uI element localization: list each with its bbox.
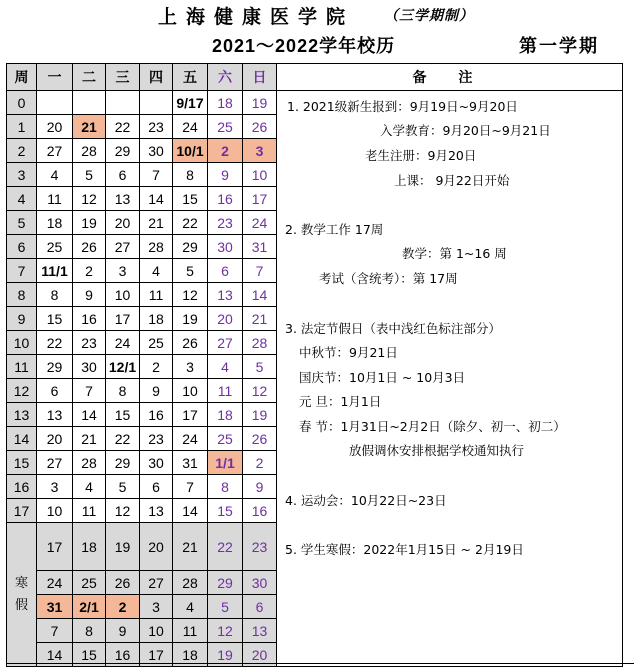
- day-cell: 22: [37, 331, 73, 355]
- winter-break-text: 寒假: [14, 575, 28, 613]
- day-cell: 10/1: [173, 139, 208, 163]
- day-cell: 9: [243, 475, 277, 499]
- col-sat: 六: [208, 64, 243, 91]
- week-number: 13: [7, 403, 37, 427]
- day-cell: 16: [140, 403, 173, 427]
- col-sun: 日: [243, 64, 277, 91]
- day-cell: 25: [37, 235, 73, 259]
- note-line: 元 旦：1月1日: [299, 394, 382, 409]
- day-cell: 26: [243, 115, 277, 139]
- day-cell: 30: [140, 139, 173, 163]
- day-cell: 10: [37, 499, 73, 523]
- subtitle-row: [0, 32, 640, 58]
- day-cell: 25: [140, 331, 173, 355]
- week-number: 0: [7, 91, 37, 115]
- winter-day-cell: 20: [243, 643, 277, 667]
- day-cell: 5: [106, 475, 140, 499]
- winter-day-cell: 17: [37, 523, 73, 571]
- week-number: 9: [7, 307, 37, 331]
- title-row: [0, 2, 640, 28]
- day-cell: 12: [243, 379, 277, 403]
- col-fri: 五: [173, 64, 208, 91]
- day-cell: 14: [73, 403, 106, 427]
- day-cell: 24: [243, 211, 277, 235]
- note-line: 教学：第 1~16 周: [402, 246, 507, 261]
- winter-day-cell: 19: [208, 643, 243, 667]
- winter-day-cell: 24: [37, 571, 73, 595]
- day-cell: 11: [37, 187, 73, 211]
- day-cell: 9: [208, 163, 243, 187]
- term-label: 第一学期: [519, 36, 599, 56]
- day-cell: 2: [73, 259, 106, 283]
- winter-day-cell: 2/1: [73, 595, 106, 619]
- day-cell: [106, 91, 140, 115]
- day-cell: 14: [173, 499, 208, 523]
- week-number: 4: [7, 187, 37, 211]
- day-cell: 10: [243, 163, 277, 187]
- week-number: 2: [7, 139, 37, 163]
- winter-day-cell: 23: [243, 523, 277, 571]
- day-cell: 12: [173, 283, 208, 307]
- day-cell: 24: [106, 331, 140, 355]
- note-line: 春 节：1月31日~2月2日（除夕、初一、初二）: [299, 419, 566, 434]
- day-cell: 30: [73, 355, 106, 379]
- col-mon: 一: [37, 64, 73, 91]
- winter-day-cell: 26: [106, 571, 140, 595]
- day-cell: [37, 91, 73, 115]
- day-cell: 22: [106, 427, 140, 451]
- day-cell: 31: [243, 235, 277, 259]
- day-cell: 27: [208, 331, 243, 355]
- day-cell: 3: [106, 259, 140, 283]
- day-cell: 11/1: [37, 259, 73, 283]
- winter-day-cell: 27: [140, 571, 173, 595]
- col-wed: 三: [106, 64, 140, 91]
- winter-day-cell: 4: [173, 595, 208, 619]
- day-cell: 30: [208, 235, 243, 259]
- col-notes: 备 注: [277, 64, 623, 91]
- col-thu: 四: [140, 64, 173, 91]
- day-cell: 12/1: [106, 355, 140, 379]
- day-cell: 20: [208, 307, 243, 331]
- day-cell: 9: [73, 283, 106, 307]
- week-number: 6: [7, 235, 37, 259]
- note-line: 国庆节：10月1日 ~ 10月3日: [299, 370, 466, 385]
- day-cell: 23: [140, 115, 173, 139]
- day-cell: 18: [208, 403, 243, 427]
- winter-day-cell: 8: [73, 619, 106, 643]
- day-cell: 22: [106, 115, 140, 139]
- day-cell: 6: [37, 379, 73, 403]
- note-line: 放假调休安排根据学校通知执行: [349, 443, 525, 458]
- week-number: 5: [7, 211, 37, 235]
- notes-panel: [277, 91, 621, 666]
- day-cell: 3: [173, 355, 208, 379]
- day-cell: [73, 91, 106, 115]
- week-number: 14: [7, 427, 37, 451]
- day-cell: 11: [140, 283, 173, 307]
- winter-day-cell: 18: [73, 523, 106, 571]
- day-cell: 26: [243, 427, 277, 451]
- day-cell: 19: [243, 91, 277, 115]
- day-cell: 10: [173, 379, 208, 403]
- week-number: 10: [7, 331, 37, 355]
- winter-day-cell: 28: [173, 571, 208, 595]
- day-cell: 3: [37, 475, 73, 499]
- day-cell: 14: [140, 187, 173, 211]
- day-cell: 5: [243, 355, 277, 379]
- winter-day-cell: 22: [208, 523, 243, 571]
- week-number: 7: [7, 259, 37, 283]
- day-cell: 14: [243, 283, 277, 307]
- week-number: 3: [7, 163, 37, 187]
- notes-cell: [277, 91, 623, 667]
- day-cell: 11: [208, 379, 243, 403]
- week-number: 12: [7, 379, 37, 403]
- day-cell: 25: [208, 115, 243, 139]
- winter-day-cell: 7: [37, 619, 73, 643]
- week-number: 17: [7, 499, 37, 523]
- winter-day-cell: 6: [243, 595, 277, 619]
- day-cell: 2: [208, 139, 243, 163]
- day-cell: 23: [140, 427, 173, 451]
- day-cell: 24: [173, 427, 208, 451]
- day-cell: 29: [106, 451, 140, 475]
- day-cell: 29: [37, 355, 73, 379]
- school-name: 上海健康医学院: [158, 6, 355, 28]
- day-cell: 16: [243, 499, 277, 523]
- day-cell: 18: [208, 91, 243, 115]
- day-cell: 15: [173, 187, 208, 211]
- calendar-body: [7, 91, 623, 667]
- week-number: 8: [7, 283, 37, 307]
- col-tue: 二: [73, 64, 106, 91]
- note-line: 5. 学生寒假：2022年1月15日 ~ 2月19日: [285, 542, 524, 557]
- day-cell: 4: [140, 259, 173, 283]
- winter-day-cell: 9: [106, 619, 140, 643]
- day-cell: 21: [73, 427, 106, 451]
- winter-day-cell: 25: [73, 571, 106, 595]
- day-cell: 15: [37, 307, 73, 331]
- note-line: 老生注册：9月20日: [365, 148, 477, 163]
- note-line: 2. 教学工作 17周: [285, 222, 384, 237]
- day-cell: 27: [106, 235, 140, 259]
- note-line: 考试（含统考）：第 17周: [319, 271, 458, 286]
- week-number: 15: [7, 451, 37, 475]
- day-cell: 8: [106, 379, 140, 403]
- day-cell: 13: [208, 283, 243, 307]
- day-cell: 13: [106, 187, 140, 211]
- day-cell: 24: [173, 115, 208, 139]
- winter-day-cell: 30: [243, 571, 277, 595]
- day-cell: 28: [73, 451, 106, 475]
- winter-break-label: [7, 523, 37, 667]
- winter-day-cell: 29: [208, 571, 243, 595]
- winter-day-cell: 14: [37, 643, 73, 667]
- day-cell: 13: [140, 499, 173, 523]
- day-cell: 16: [73, 307, 106, 331]
- day-cell: 26: [173, 331, 208, 355]
- day-cell: 20: [106, 211, 140, 235]
- day-cell: 7: [73, 379, 106, 403]
- week-number: 1: [7, 115, 37, 139]
- day-cell: 6: [208, 259, 243, 283]
- col-week: 周: [7, 64, 37, 91]
- day-cell: 15: [208, 499, 243, 523]
- note-line: 入学教育：9月20日~9月21日: [380, 123, 551, 138]
- day-cell: 17: [106, 307, 140, 331]
- system-note: （三学期制）: [384, 8, 474, 24]
- day-cell: 27: [37, 139, 73, 163]
- day-cell: 30: [140, 451, 173, 475]
- day-cell: 2: [140, 355, 173, 379]
- day-cell: 10: [106, 283, 140, 307]
- day-cell: 17: [173, 403, 208, 427]
- calendar-title: 2021～2022学年校历: [212, 36, 396, 56]
- day-cell: 19: [173, 307, 208, 331]
- winter-day-cell: 21: [173, 523, 208, 571]
- day-cell: 20: [37, 115, 73, 139]
- school-calendar-table: [6, 63, 623, 667]
- day-cell: 8: [37, 283, 73, 307]
- day-cell: 8: [173, 163, 208, 187]
- day-cell: 29: [106, 139, 140, 163]
- day-cell: 20: [37, 427, 73, 451]
- day-cell: 4: [37, 163, 73, 187]
- day-cell: 8: [208, 475, 243, 499]
- day-cell: 7: [173, 475, 208, 499]
- day-cell: 5: [73, 163, 106, 187]
- day-cell: 12: [73, 187, 106, 211]
- winter-day-cell: 2: [106, 595, 140, 619]
- day-cell: 1/1: [208, 451, 243, 475]
- winter-day-cell: 15: [73, 643, 106, 667]
- day-cell: [140, 91, 173, 115]
- day-cell: 18: [37, 211, 73, 235]
- day-cell: 31: [173, 451, 208, 475]
- winter-day-cell: 3: [140, 595, 173, 619]
- day-cell: 12: [106, 499, 140, 523]
- note-line: 1. 2021级新生报到：9月19日~9月20日: [287, 99, 518, 114]
- day-cell: 22: [173, 211, 208, 235]
- day-cell: 6: [140, 475, 173, 499]
- winter-day-cell: 19: [106, 523, 140, 571]
- week-row: [7, 91, 623, 115]
- winter-day-cell: 13: [243, 619, 277, 643]
- day-cell: 23: [73, 331, 106, 355]
- day-cell: 26: [73, 235, 106, 259]
- winter-day-cell: 31: [37, 595, 73, 619]
- winter-day-cell: 5: [208, 595, 243, 619]
- header-row: [7, 64, 623, 91]
- winter-day-cell: 10: [140, 619, 173, 643]
- winter-day-cell: 18: [173, 643, 208, 667]
- day-cell: 11: [73, 499, 106, 523]
- day-cell: 6: [106, 163, 140, 187]
- winter-day-cell: 17: [140, 643, 173, 667]
- day-cell: 4: [73, 475, 106, 499]
- day-cell: 28: [140, 235, 173, 259]
- day-cell: 17: [243, 187, 277, 211]
- bottom-rule: [6, 663, 634, 664]
- day-cell: 28: [243, 331, 277, 355]
- winter-day-cell: 12: [208, 619, 243, 643]
- day-cell: 15: [106, 403, 140, 427]
- day-cell: 25: [208, 427, 243, 451]
- day-cell: 5: [173, 259, 208, 283]
- week-number: 11: [7, 355, 37, 379]
- day-cell: 4: [208, 355, 243, 379]
- winter-day-cell: 16: [106, 643, 140, 667]
- day-cell: 19: [243, 403, 277, 427]
- day-cell: 21: [140, 211, 173, 235]
- day-cell: 21: [243, 307, 277, 331]
- day-cell: 9: [140, 379, 173, 403]
- note-line: 中秋节：9月21日: [299, 345, 398, 360]
- winter-day-cell: 11: [173, 619, 208, 643]
- day-cell: 23: [208, 211, 243, 235]
- day-cell: 21: [73, 115, 106, 139]
- day-cell: 28: [73, 139, 106, 163]
- day-cell: 2: [243, 451, 277, 475]
- day-cell: 3: [243, 139, 277, 163]
- note-line: 4. 运动会：10月22日~23日: [285, 493, 447, 508]
- day-cell: 7: [140, 163, 173, 187]
- note-line: 3. 法定节假日（表中浅红色标注部分）: [285, 321, 501, 336]
- winter-day-cell: 20: [140, 523, 173, 571]
- day-cell: 16: [208, 187, 243, 211]
- day-cell: 29: [173, 235, 208, 259]
- day-cell: 7: [243, 259, 277, 283]
- week-number: 16: [7, 475, 37, 499]
- note-line: 上课： 9月22日开始: [394, 173, 510, 188]
- day-cell: 19: [73, 211, 106, 235]
- day-cell: 27: [37, 451, 73, 475]
- day-cell: 18: [140, 307, 173, 331]
- day-cell: 13: [37, 403, 73, 427]
- day-cell: 9/17: [173, 91, 208, 115]
